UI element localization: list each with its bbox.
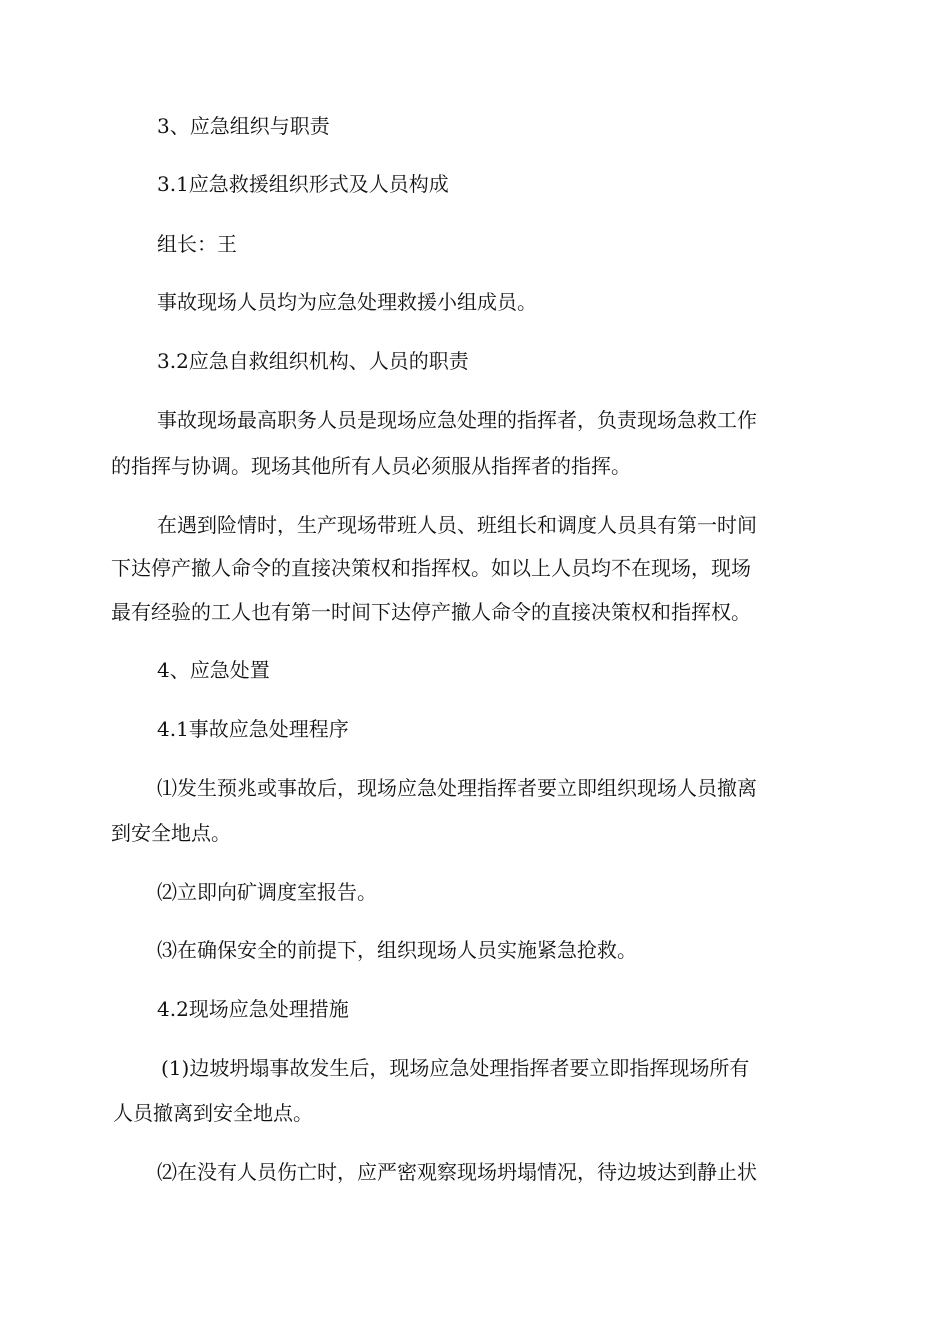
subsection-heading: 4.2现场应急处理措施 — [157, 997, 349, 1021]
section-heading: 4、应急处置 — [157, 658, 270, 682]
paragraph-line: ⑶在确保安全的前提下，组织现场人员实施紧急抢救。 — [157, 938, 637, 962]
subsection-heading: 3.2应急自救组织机构、人员的职责 — [157, 349, 469, 373]
paragraph-line: (1)边坡坍塌事故发生后，现场应急处理指挥者要立即指挥现场所有 — [161, 1056, 750, 1080]
paragraph-line: 事故现场最高职务人员是现场应急处理的指挥者，负责现场急救工作 — [157, 408, 757, 432]
subsection-heading: 3.1应急救援组织形式及人员构成 — [157, 172, 449, 196]
paragraph-line: 组长：王 — [157, 232, 237, 256]
paragraph-line: ⑵立即向矿调度室报告。 — [157, 880, 377, 904]
section-heading: 3、应急组织与职责 — [157, 114, 330, 138]
paragraph-line: 到安全地点。 — [111, 821, 231, 845]
paragraph-line: 在遇到险情时，生产现场带班人员、班组长和调度人员具有第一时间 — [157, 513, 757, 537]
paragraph-line: 下达停产撤人命令的直接决策权和指挥权。如以上人员均不在现场，现场 — [111, 556, 751, 580]
paragraph-line: ⑵在没有人员伤亡时，应严密观察现场坍塌情况，待边坡达到静止状 — [157, 1160, 757, 1184]
paragraph-line: 人员撤离到安全地点。 — [113, 1101, 313, 1125]
paragraph-line: ⑴发生预兆或事故后，现场应急处理指挥者要立即组织现场人员撤离 — [157, 776, 757, 800]
paragraph-line: 最有经验的工人也有第一时间下达停产撤人命令的直接决策权和指挥权。 — [111, 600, 751, 624]
paragraph-line: 的指挥与协调。现场其他所有人员必须服从指挥者的指挥。 — [111, 454, 631, 478]
subsection-heading: 4.1事故应急处理程序 — [157, 717, 349, 741]
paragraph-line: 事故现场人员均为应急处理救援小组成员。 — [157, 290, 537, 314]
